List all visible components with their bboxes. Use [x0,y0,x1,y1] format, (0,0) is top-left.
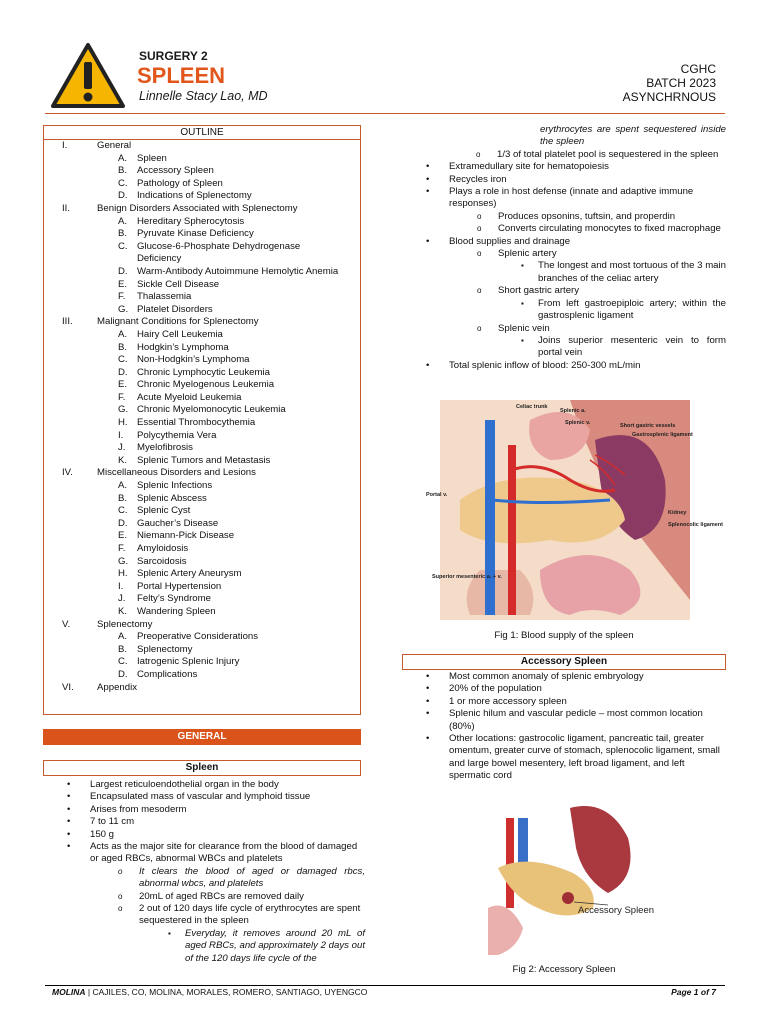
outline-item-label: Accessory Spleen [137,165,214,177]
outline-item-letter: E. [118,530,128,542]
outline-item-label: Wandering Spleen [137,605,216,617]
outline-item-label: Hairy Cell Leukemia [137,328,223,340]
figure-1-caption: Fig 1: Blood supply of the spleen [494,630,634,641]
outline-item-label: Glucose-6-Phosphate Dehydrogenase Deficiency [137,240,301,265]
list-item [471,285,726,322]
outline-item-letter: G. [118,303,129,315]
page-title: SPLEEN [137,63,226,88]
outline-item [44,342,360,355]
outline-item [44,379,360,392]
outline-section-label: Benign Disorders Associated with Splenectomy [97,202,298,214]
blood-supply-illustration [420,400,724,620]
outline-item [44,455,360,468]
label-kidney: Kidney [668,510,687,516]
outline-item-label: Spleen [137,152,167,164]
list-item: • Extramedullary site for hematopoiesis [402,161,726,173]
outline-item-label: Myelofibrosis [137,442,193,454]
outline-item [44,631,360,644]
page-of: of [698,987,712,997]
outline-item-label: Pathology of Spleen [137,177,223,189]
outline-item-label: Essential Thrombocythemia [137,417,256,429]
outline-item-letter: F. [118,391,126,403]
outline-item-letter: A. [118,631,128,643]
outline-item-label: Chronic Myelogenous Leukemia [137,379,275,391]
outline-section-number: IV. [62,467,73,479]
label-superior-mesenteric: Superior mesenteric a. + v. [432,574,502,580]
list-item-text: Splenic vein [498,322,550,334]
outline-item-label: Pyruvate Kinase Deficiency [137,228,254,240]
list-item: • 7 to 11 cm [43,816,365,828]
outline-item-letter: H. [118,417,128,429]
outline-item-letter: A. [118,328,128,340]
outline-item [44,518,360,531]
outline-section-label: Appendix [97,681,138,693]
list-item-text: Splenic artery [498,248,557,260]
header-batch: BATCH 2023 [646,76,716,90]
outline-item-label: Felty’s Syndrome [137,593,211,605]
outline-item [44,417,360,430]
outline-item-letter: I. [118,580,124,592]
label-portal-vein: Portal v. [426,492,448,498]
list-item: • Largest reticuloendothelial organ in the body [43,779,365,791]
outline-item-label: Hereditary Spherocytosis [137,215,245,227]
outline-item-letter: C. [118,656,128,668]
outline-item [44,581,360,594]
header-code: CGHC [680,62,716,76]
outline-item [44,442,360,455]
outline-section-number: VI. [62,681,74,693]
footer-names: CAJILES, CO, MOLINA, MORALES, ROMERO, SANTIAGO, UYENGCO [92,987,368,997]
list-item: • 150 g [43,829,365,841]
outline-item-letter: E. [118,278,128,290]
outline-section-label: Miscellaneous Disorders and Lesions [97,467,256,479]
list-item: ▪ Joins superior mesenteric vein to form portal vein [510,335,726,360]
label-gastrosplenic: Gastrosplenic ligament [632,432,693,438]
list-item-text: Plays a role in host defense (innate and adaptive immune responses) [449,186,694,210]
list-item-text: Acts as the major site for clearance from the blood of damaged or aged RBCs, abnormal WBCs and platelets [90,841,358,865]
outline-item [44,404,360,417]
author: Linnelle Stacy Lao, MD [139,89,268,103]
outline-item-label: Polycythemia Vera [137,429,217,441]
outline-item-letter: K. [118,605,128,617]
outline-item [44,480,360,493]
outline-box [43,125,361,715]
outline-section-number: II. [62,202,70,214]
accessory-spleen-heading: Accessory Spleen [402,654,726,670]
outline-item [44,543,360,556]
page-total: 7 [711,987,716,997]
outline-item [44,430,360,443]
list-item: • Arises from mesoderm [43,804,365,816]
outline-item-label: Non-Hodgkin’s Lymphoma [137,354,250,366]
outline-item [44,593,360,606]
outline-item [44,530,360,543]
outline-item-letter: B. [118,643,128,655]
outline-item [44,266,360,279]
outline-list [44,140,360,694]
general-section-bar: GENERAL [43,729,361,745]
outline-item-letter: B. [118,341,128,353]
outline-item-label: Hodgkin’s Lymphoma [137,341,229,353]
outline-item [44,228,360,241]
outline-section-number: V. [62,618,71,630]
warning-icon [50,42,126,110]
spleen-facts-continued [402,124,726,372]
footer-group: MOLINA [52,987,86,997]
outline-item-letter: J. [118,442,126,454]
outline-item [44,190,360,203]
outline-section [44,140,360,153]
outline-title: OUTLINE [44,126,360,140]
label-splenic-artery: Splenic a. [560,408,586,414]
outline-item [44,178,360,191]
spleen-facts-list [43,779,365,965]
list-item: o It clears the blood of aged or damaged rbcs, abnormal wbcs, and platelets [112,866,365,891]
outline-section [44,467,360,480]
outline-item-label: Thalassemia [137,291,192,303]
outline-item [44,279,360,292]
outline-section-label: Splenectomy [97,618,153,630]
outline-item-label: Sickle Cell Disease [137,278,220,290]
list-item [112,903,365,965]
list-item: • Total splenic inflow of blood: 250-300 mL/min [402,360,726,372]
outline-item-label: Sarcoidosis [137,555,187,567]
outline-item-letter: A. [118,480,128,492]
list-item: • Recycles iron [402,174,726,186]
accessory-spleen-label: Accessory Spleen [578,905,655,916]
outline-item-letter: J. [118,593,126,605]
outline-item-label: Warm-Antibody Autoimmune Hemolytic Anemia [137,265,339,277]
outline-item-label: Splenic Infections [137,480,213,492]
outline-item [44,291,360,304]
outline-section-number: III. [62,316,73,328]
outline-item-letter: G. [118,404,129,416]
outline-item-letter: C. [118,354,128,366]
header-mode: ASYNCHRNOUS [622,90,716,104]
list-item-text: Short gastric artery [498,285,580,297]
outline-item [44,367,360,380]
outline-item-letter: B. [118,492,128,504]
accessory-spleen-list [402,671,726,783]
accessory-spleen-illustration [488,798,678,955]
list-item: • Encapsulated mass of vascular and lymphoid tissue [43,791,365,803]
outline-item [44,304,360,317]
outline-section [44,316,360,329]
outline-section-label: General [97,140,132,151]
list-item: ▪ From left gastroepiploic artery; within the gastrosplenic ligament [510,298,726,323]
outline-item-label: Niemann-Pick Disease [137,530,235,542]
outline-item-letter: K. [118,454,128,466]
outline-item-letter: G. [118,555,129,567]
outline-item [44,165,360,178]
outline-item [44,216,360,229]
outline-item-letter: C. [118,505,128,517]
list-item: • 1 or more accessory spleen [402,696,726,708]
spleen-heading: Spleen [43,760,361,776]
list-item: ▪ Everyday, it removes around 20 mL of aged RBCs, and approximately 2 days out of the 120 days life cycle of the [157,928,365,965]
label-celiac-trunk: Celiac trunk [516,404,548,410]
footer-authors: MOLINA | CAJILES, CO, MOLINA, MORALES, ROMERO, SANTIAGO, UYENGCO [52,987,368,997]
outline-item [44,329,360,342]
outline-item-letter: C. [118,177,128,189]
outline-item [44,656,360,669]
outline-item-letter: C. [118,240,128,252]
list-item [471,248,726,285]
list-item: o Converts circulating monocytes to fixed macrophage [471,223,726,235]
page-number [671,986,716,998]
list-item-text: 2 out of 120 days life cycle of erythrocytes are spent sequestered in the spleen [139,903,361,927]
list-item [471,323,726,360]
list-item: • Other locations: gastrocolic ligament, pancreatic tail, greater omentum, greater curve of stomach, splenocolic ligament, small and large bowel mesentery, left broad ligament, and left spermatic cord [402,733,726,783]
list-item [402,186,726,236]
outline-item [44,241,360,266]
list-item: • Splenic hilum and vascular pedicle – most common location (80%) [402,708,726,733]
continued-text: erythrocytes are spent sequestered inside the spleen [540,124,726,148]
outline-item-letter: I. [118,429,124,441]
list-item [43,841,365,965]
outline-item [44,392,360,405]
outline-item-label: Complications [137,668,198,680]
outline-item-letter: D. [118,190,128,202]
course-name: SURGERY 2 [139,49,208,63]
outline-item-label: Splenic Artery Aneurysm [137,568,242,580]
outline-item-label: Preoperative Considerations [137,631,259,643]
outline-section-label: Malignant Conditions for Splenectomy [97,316,259,328]
outline-item-letter: F. [118,543,126,554]
outline-item-letter: D. [118,668,128,680]
outline-item [44,493,360,506]
header-divider [45,113,725,114]
outline-item-label: Platelet Disorders [137,303,213,315]
outline-item-label: Gaucher’s Disease [137,517,219,529]
outline-item-label: Iatrogenic Splenic Injury [137,656,240,668]
outline-item-letter: A. [118,215,128,227]
list-item: o 1/3 of total platelet pool is sequestered in the spleen [470,149,726,161]
outline-item [44,505,360,518]
page-current: 1 [693,987,699,997]
label-splenic-vein: Splenic v. [565,420,591,426]
outline-item-label: Splenectomy [137,643,193,655]
outline-item-label: Chronic Myelomonocytic Leukemia [137,404,286,416]
outline-item-label: Splenic Abscess [137,492,207,504]
figure-2-caption: Fig 2: Accessory Spleen [512,964,616,975]
list-item: • 20% of the population [402,683,726,695]
outline-section [44,619,360,632]
outline-item-label: Splenic Tumors and Metastasis [137,454,271,466]
outline-item-letter: H. [118,568,128,580]
outline-item [44,644,360,657]
outline-item [44,568,360,581]
outline-item-label: Portal Hypertension [137,580,222,592]
outline-item-letter: B. [118,165,128,177]
outline-item-label: Splenic Cyst [137,505,191,517]
outline-item-label: Indications of Splenectomy [137,190,252,202]
outline-item [44,153,360,166]
outline-item-label: Amyloidosis [137,543,189,554]
list-item: ▪ The longest and most tortuous of the 3 main branches of the celiac artery [510,260,726,285]
outline-item-letter: D. [118,265,128,277]
outline-item-letter: B. [118,228,128,240]
outline-item [44,606,360,619]
outline-item-label: Acute Myeloid Leukemia [137,391,242,403]
outline-item-letter: A. [118,152,128,164]
outline-section [44,203,360,216]
outline-item-label: Chronic Lymphocytic Leukemia [137,366,270,378]
outline-item-letter: F. [118,291,126,303]
list-item-text: Blood supplies and drainage [449,235,571,247]
list-item [402,236,726,360]
outline-item-letter: D. [118,517,128,529]
label-short-gastric: Short gastric vessels [620,423,676,429]
outline-section [44,682,360,695]
outline-item [44,556,360,569]
page-label: Page [671,987,694,997]
list-item: o 20mL of aged RBCs are removed daily [112,891,365,903]
outline-item-letter: E. [118,379,128,391]
outline-item [44,669,360,682]
outline-item [44,354,360,367]
outline-item-letter: D. [118,366,128,378]
list-item: o Produces opsonins, tuftsin, and properdin [471,211,726,223]
label-splenocolic: Splenocolic ligament [668,522,724,528]
list-item: • Most common anomaly of splenic embryology [402,671,726,683]
outline-section-number: I. [62,140,68,151]
